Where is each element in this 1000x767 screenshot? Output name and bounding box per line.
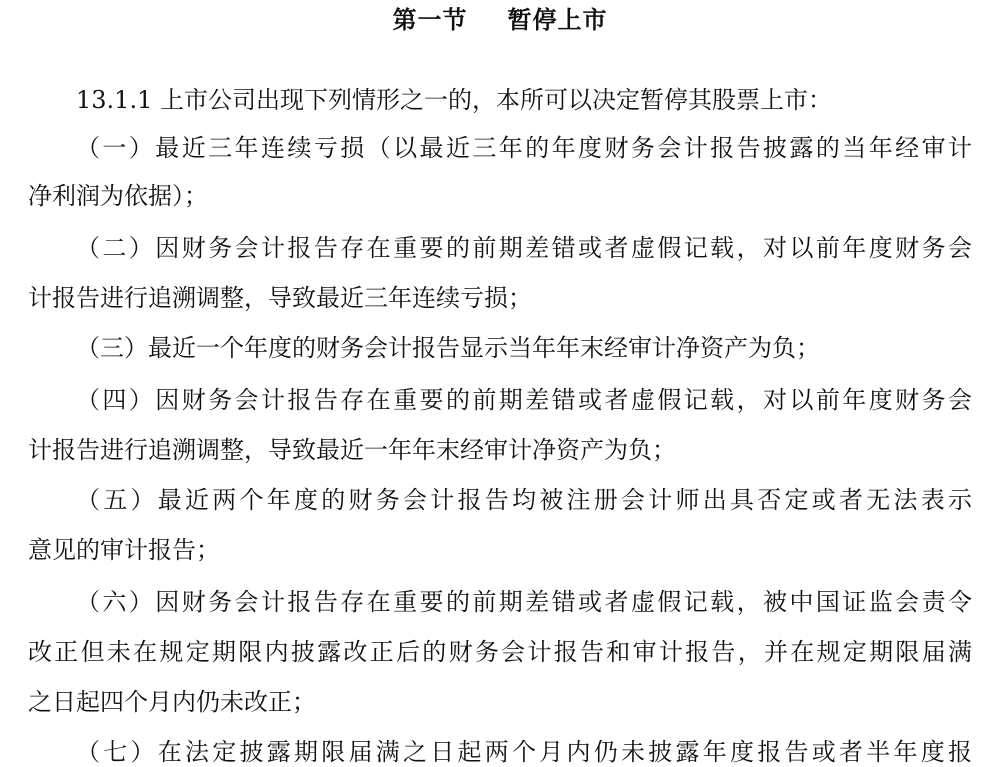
item-6-line-1: （六）因财务会计报告存在重要的前期差错或者虚假记载，被中国证监会责令 — [76, 588, 972, 616]
item-2-line-2: 计报告进行追溯调整，导致最近三年连续亏损； — [28, 284, 532, 312]
clause-intro: 上市公司出现下列情形之一的，本所可以决定暂停其股票上市： — [159, 86, 832, 114]
item-1-line-1: （一）最近三年连续亏损（以最近三年的年度财务会计报告披露的当年经审计 — [76, 134, 972, 162]
item-1-line-2: 净利润为依据）； — [28, 182, 208, 210]
item-5-line-1: （五）最近两个年度的财务会计报告均被注册会计师出具否定或者无法表示 — [76, 486, 972, 514]
clause-number: 13.1.1 — [76, 86, 153, 114]
item-4-line-1: （四）因财务会计报告存在重要的前期差错或者虚假记载，对以前年度财务会 — [76, 386, 972, 414]
section-title-part1: 第一节 — [392, 5, 468, 34]
item-4-line-2: 计报告进行追溯调整，导致最近一年年末经审计净资产为负； — [28, 436, 676, 464]
item-3-line-1: （三）最近一个年度的财务会计报告显示当年年末经审计净资产为负； — [76, 334, 820, 362]
section-title — [0, 0, 1000, 40]
item-6-line-3: 之日起四个月内仍未改正； — [28, 688, 316, 716]
section-title-part2: 暂停上市 — [507, 5, 608, 34]
clause-line — [76, 80, 972, 120]
item-7-line-1: （七）在法定披露期限届满之日起两个月内仍未披露年度报告或者半年度报 — [76, 738, 972, 766]
item-6-line-2: 改正但未在规定期限内披露改正后的财务会计报告和审计报告，并在规定期限届满 — [28, 638, 972, 666]
item-2-line-1: （二）因财务会计报告存在重要的前期差错或者虚假记载，对以前年度财务会 — [76, 234, 972, 262]
item-5-line-2: 意见的审计报告； — [28, 536, 220, 564]
